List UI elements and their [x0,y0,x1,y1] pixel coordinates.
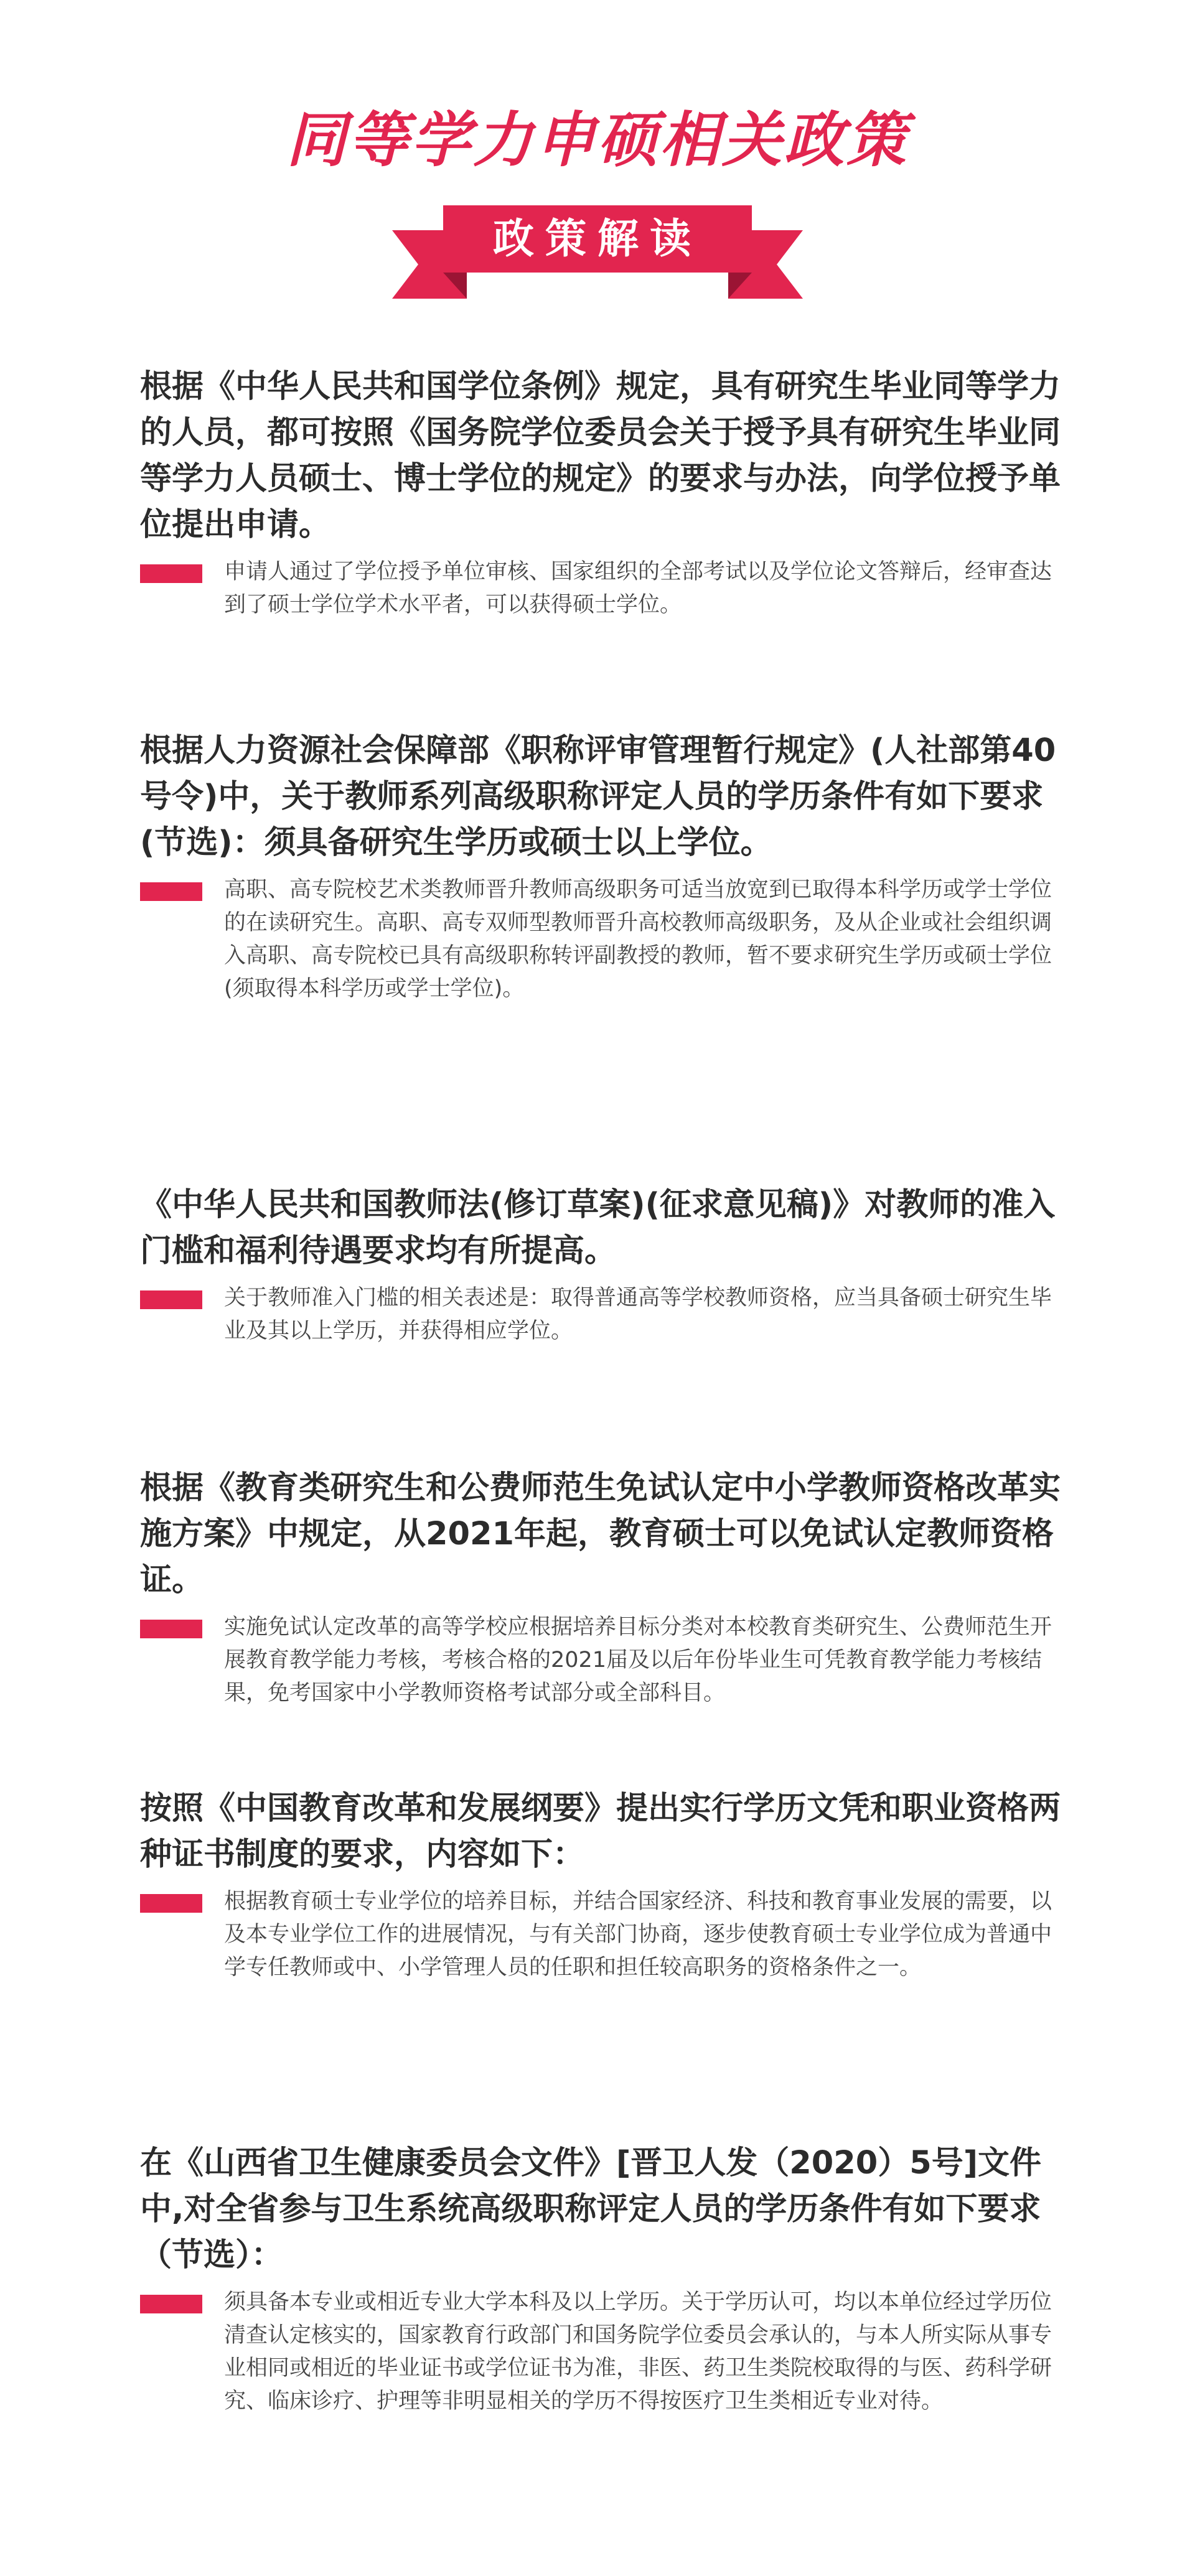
policy-section-4 [140,1465,1067,1710]
section-note [140,1282,1067,1348]
section-note [140,2286,1067,2418]
note-text: 须具备本专业或相近专业大学本科及以上学历。关于学历认可，均以本单位经过学历位清查认定核实的，国家教育行政部门和国务院学位委员会承认的，与本人所实际从事专业相同或相近的毕业证书或学位证书为准，非医、药卫生类院校取得的与医、药科学研究、临床诊疗、护理等非明显相关的学历不得按医疗卫生类相近专业对待。 [224,2290,1052,2414]
section-heading: 根据人力资源社会保障部《职称评审管理暂行规定》(人社部第40号令)中，关于教师系列高级职称评定人员的学历条件有如下要求(节选)：须具备研究生学历或硕士以上学位。 [140,732,1056,861]
section-note [140,874,1067,1006]
accent-bar [140,1894,202,1913]
section-heading: 根据《教育类研究生和公费师范生免试认定中小学教师资格改革实施方案》中规定，从2021年起，教育硕士可以免试认定教师资格证。 [140,1470,1061,1598]
note-text: 高职、高专院校艺术类教师晋升教师高级职务可适当放宽到已取得本科学历或学士学位的在读研究生。高职、高专双师型教师晋升高校教师高级职务，及从企业或社会组织调入高职、高专院校已具有高级职称转评副教授的教师，暂不要求研究生学历或硕士学位(须取得本科学历或学士学位)。 [224,877,1052,1001]
section-heading: 在《山西省卫生健康委员会文件》[晋卫人发（2020）5号]文件中,对全省参与卫生系统高级职称评定人员的学历条件有如下要求（节选）： [140,2145,1042,2274]
section-heading: 《中华人民共和国教师法(修订草案)(征求意见稿)》对教师的准入门槛和福利待遇要求均有所提高。 [140,1187,1056,1269]
policy-section-6 [140,2140,1067,2418]
section-note [140,1885,1067,1984]
note-text: 申请人通过了学位授予单位审核、国家组织的全部考试以及学位论文答辩后，经审查达到了硕士学位学术水平者，可以获得硕士学位。 [224,559,1052,617]
note-text: 根据教育硕士专业学位的培养目标，并结合国家经济、科技和教育事业发展的需要，以及本专业学位工作的进展情况，与有关部门协商，逐步使教育硕士专业学位成为普通中学专任教师或中、小学管理人员的任职和担任较高职务的资格条件之一。 [224,1889,1052,1980]
policy-section-5 [140,1786,1067,1984]
section-note [140,556,1067,622]
accent-bar [140,1290,202,1309]
banner-label: 政策解读 [493,215,702,263]
section-heading: 按照《中国教育改革和发展纲要》提出实行学历文凭和职业资格两种证书制度的要求，内容如下： [140,1790,1061,1873]
note-text: 实施免试认定改革的高等学校应根据培养目标分类对本校教育类研究生、公费师范生开展教育教学能力考核，考核合格的2021届及以后年份毕业生可凭教育教学能力考核结果，免考国家中小学教师资格考试部分或全部科目。 [224,1615,1052,1706]
page-title: 同等学力申硕相关政策 [286,105,909,175]
section-note [140,1611,1067,1710]
accent-bar [140,1620,202,1638]
policy-section-3 [140,1182,1067,1348]
policy-section-2 [140,728,1067,1006]
accent-bar [140,564,202,583]
section-heading: 根据《中华人民共和国学位条例》规定，具有研究生毕业同等学力的人员，都可按照《国务院学位委员会关于授予具有研究生毕业同等学力人员硕士、博士学位的规定》的要求与办法，向学位授予单位提出申请。 [140,368,1061,543]
policy-section-1 [140,364,1067,622]
accent-bar [140,882,202,901]
accent-bar [140,2295,202,2313]
note-text: 关于教师准入门槛的相关表述是：取得普通高等学校教师资格，应当具备硕士研究生毕业及其以上学历，并获得相应学位。 [224,1286,1052,1343]
policy-banner [392,193,803,305]
